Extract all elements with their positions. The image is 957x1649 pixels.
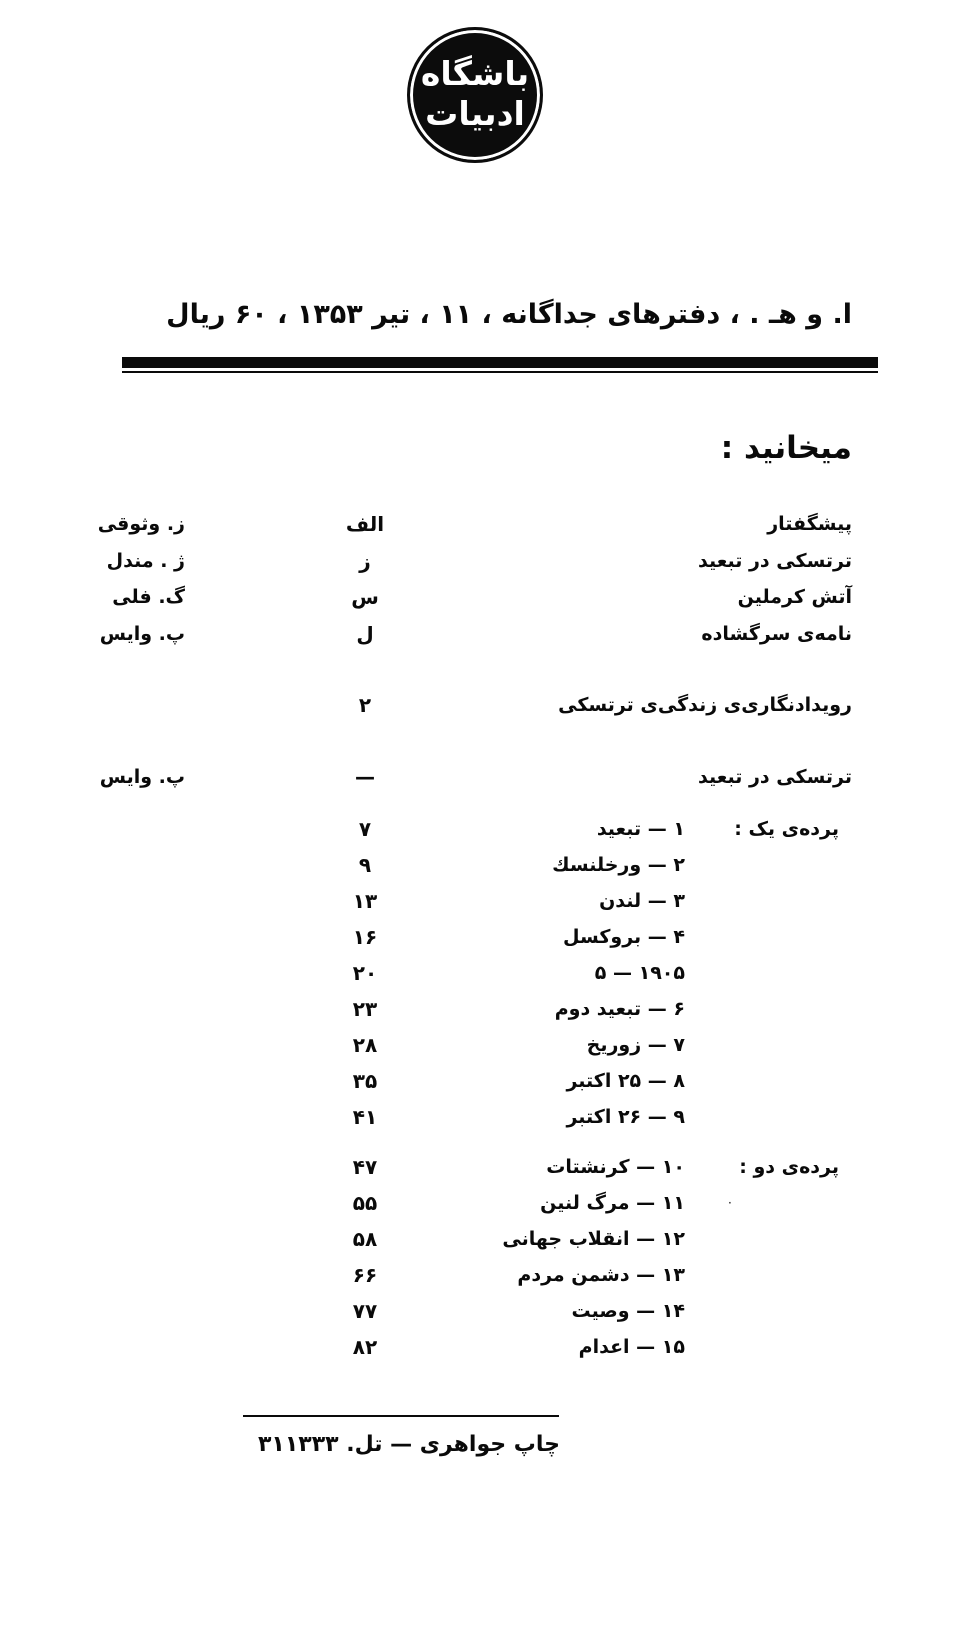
toc-row: [0, 545, 957, 577]
toc-page: ل: [356, 622, 374, 646]
chapter-title: ۱۳ — دشمن مردم: [517, 1264, 685, 1286]
chapter-title: ۶ — تبعید دوم: [554, 998, 685, 1020]
chapter-row: [0, 993, 957, 1025]
chapter-row: [0, 1259, 957, 1291]
toc-title: آتش کرملین: [737, 586, 852, 608]
printer-imprint: چاپ جواهری — تل. ۳۱۱۳۳۳: [258, 1432, 560, 1457]
chapter-title: ۱۵ — اعدام: [578, 1336, 685, 1358]
toc-author: پ. وایس: [99, 766, 185, 788]
footer-rule: [243, 1415, 559, 1417]
toc-title: رویداد‌نگاری‌ی زندگی‌ی ترتسکی: [558, 694, 852, 716]
masthead: ا. و هـ . ، دفترهای جداگانه ، ۱۱ ، تیر ۱۳۵۳ ، ۶۰ ریال: [166, 299, 852, 330]
chapter-row: [0, 1187, 957, 1219]
toc-title: ترتسکی در تبعید: [698, 550, 852, 572]
chapter-page: ۳۵: [352, 1069, 378, 1093]
chapter-page: ۲۸: [352, 1033, 378, 1057]
toc-page: ۲: [358, 693, 372, 717]
toc-page: ز: [359, 549, 371, 573]
chapter-page: ۲۳: [352, 997, 378, 1021]
chapter-title: ۱۲ — انقلاب جهانی: [502, 1228, 685, 1250]
chapter-title: ۱۰ — کرنشتات: [546, 1156, 685, 1178]
logo-badge: [407, 27, 543, 163]
chapter-row: [0, 1101, 957, 1133]
chapter-title: ۵ — ۱۹۰۵: [594, 962, 685, 984]
chapter-page: ۹: [358, 853, 372, 877]
chapter-row: [0, 1151, 957, 1183]
chapter-page: ۲۰: [352, 961, 378, 985]
toc-row-chronology: [0, 689, 957, 721]
toc-title: ترتسکی در تبعید: [698, 766, 852, 788]
toc-author: گ. فلی: [112, 586, 185, 608]
chapter-row: [0, 957, 957, 989]
chapter-row: [0, 1223, 957, 1255]
chapter-row: [0, 813, 957, 845]
toc-page: س: [351, 585, 379, 609]
chapter-title: ۱ — تبعید: [596, 818, 685, 840]
chapter-row: [0, 1331, 957, 1363]
chapter-title: ۱۴ — وصیت: [571, 1300, 685, 1322]
chapter-page: ۴۱: [352, 1105, 378, 1129]
toc-row: [0, 618, 957, 650]
chapter-row: [0, 921, 957, 953]
toc-page: الف: [345, 512, 385, 536]
chapter-title: ۷ — زوریخ: [586, 1034, 685, 1056]
chapter-page: ۵۵: [352, 1191, 378, 1215]
chapter-page: ۱۶: [352, 925, 378, 949]
chapter-row: [0, 1065, 957, 1097]
toc-row-play: [0, 761, 957, 793]
chapter-title: ۳ — لندن: [599, 890, 685, 912]
masthead-rule-thin: [122, 371, 878, 373]
toc-title: پیشگفتار: [767, 513, 852, 535]
chapter-title: ۱۱ — مرگ لنین: [540, 1192, 685, 1214]
toc-row: [0, 581, 957, 613]
logo-line-2: ادبیات: [425, 94, 525, 133]
chapter-page: ۷۷: [352, 1299, 378, 1323]
chapter-title: ۲ — ورخلنسك: [552, 854, 685, 876]
toc-row: [0, 508, 957, 540]
toc-page: —: [355, 765, 375, 789]
toc-author: پ. وایس: [99, 623, 185, 645]
chapter-page: ۴۷: [352, 1155, 378, 1179]
masthead-rule-thick: [122, 357, 878, 368]
chapter-title: ۴ — بروکسل: [563, 926, 685, 948]
chapter-page: ۸۲: [352, 1335, 378, 1359]
contents-heading: میخانید :: [720, 430, 852, 466]
chapter-page: ۵۸: [352, 1227, 378, 1251]
logo-line-1: باشگاه: [420, 54, 530, 93]
chapter-page: ۷: [358, 817, 372, 841]
chapter-row: [0, 885, 957, 917]
chapter-page: ۱۳: [352, 889, 378, 913]
stray-dot: ·: [728, 1196, 732, 1210]
chapter-row: [0, 849, 957, 881]
chapter-title: ۸ — ۲۵ اکتبر: [566, 1070, 685, 1092]
chapter-page: ۶۶: [352, 1263, 378, 1287]
toc-title: نامه‌ی سرگشاده: [701, 623, 852, 645]
act-label: پرده‌ی یک :: [734, 818, 839, 840]
toc-author: ز. وثوقی: [97, 513, 185, 535]
chapter-title: ۹ — ۲۶ اکتبر: [566, 1106, 685, 1128]
toc-author: ژ . مندل: [106, 550, 185, 572]
act-label: پرده‌ی دو :: [739, 1156, 839, 1178]
chapter-row: [0, 1029, 957, 1061]
chapter-row: [0, 1295, 957, 1327]
